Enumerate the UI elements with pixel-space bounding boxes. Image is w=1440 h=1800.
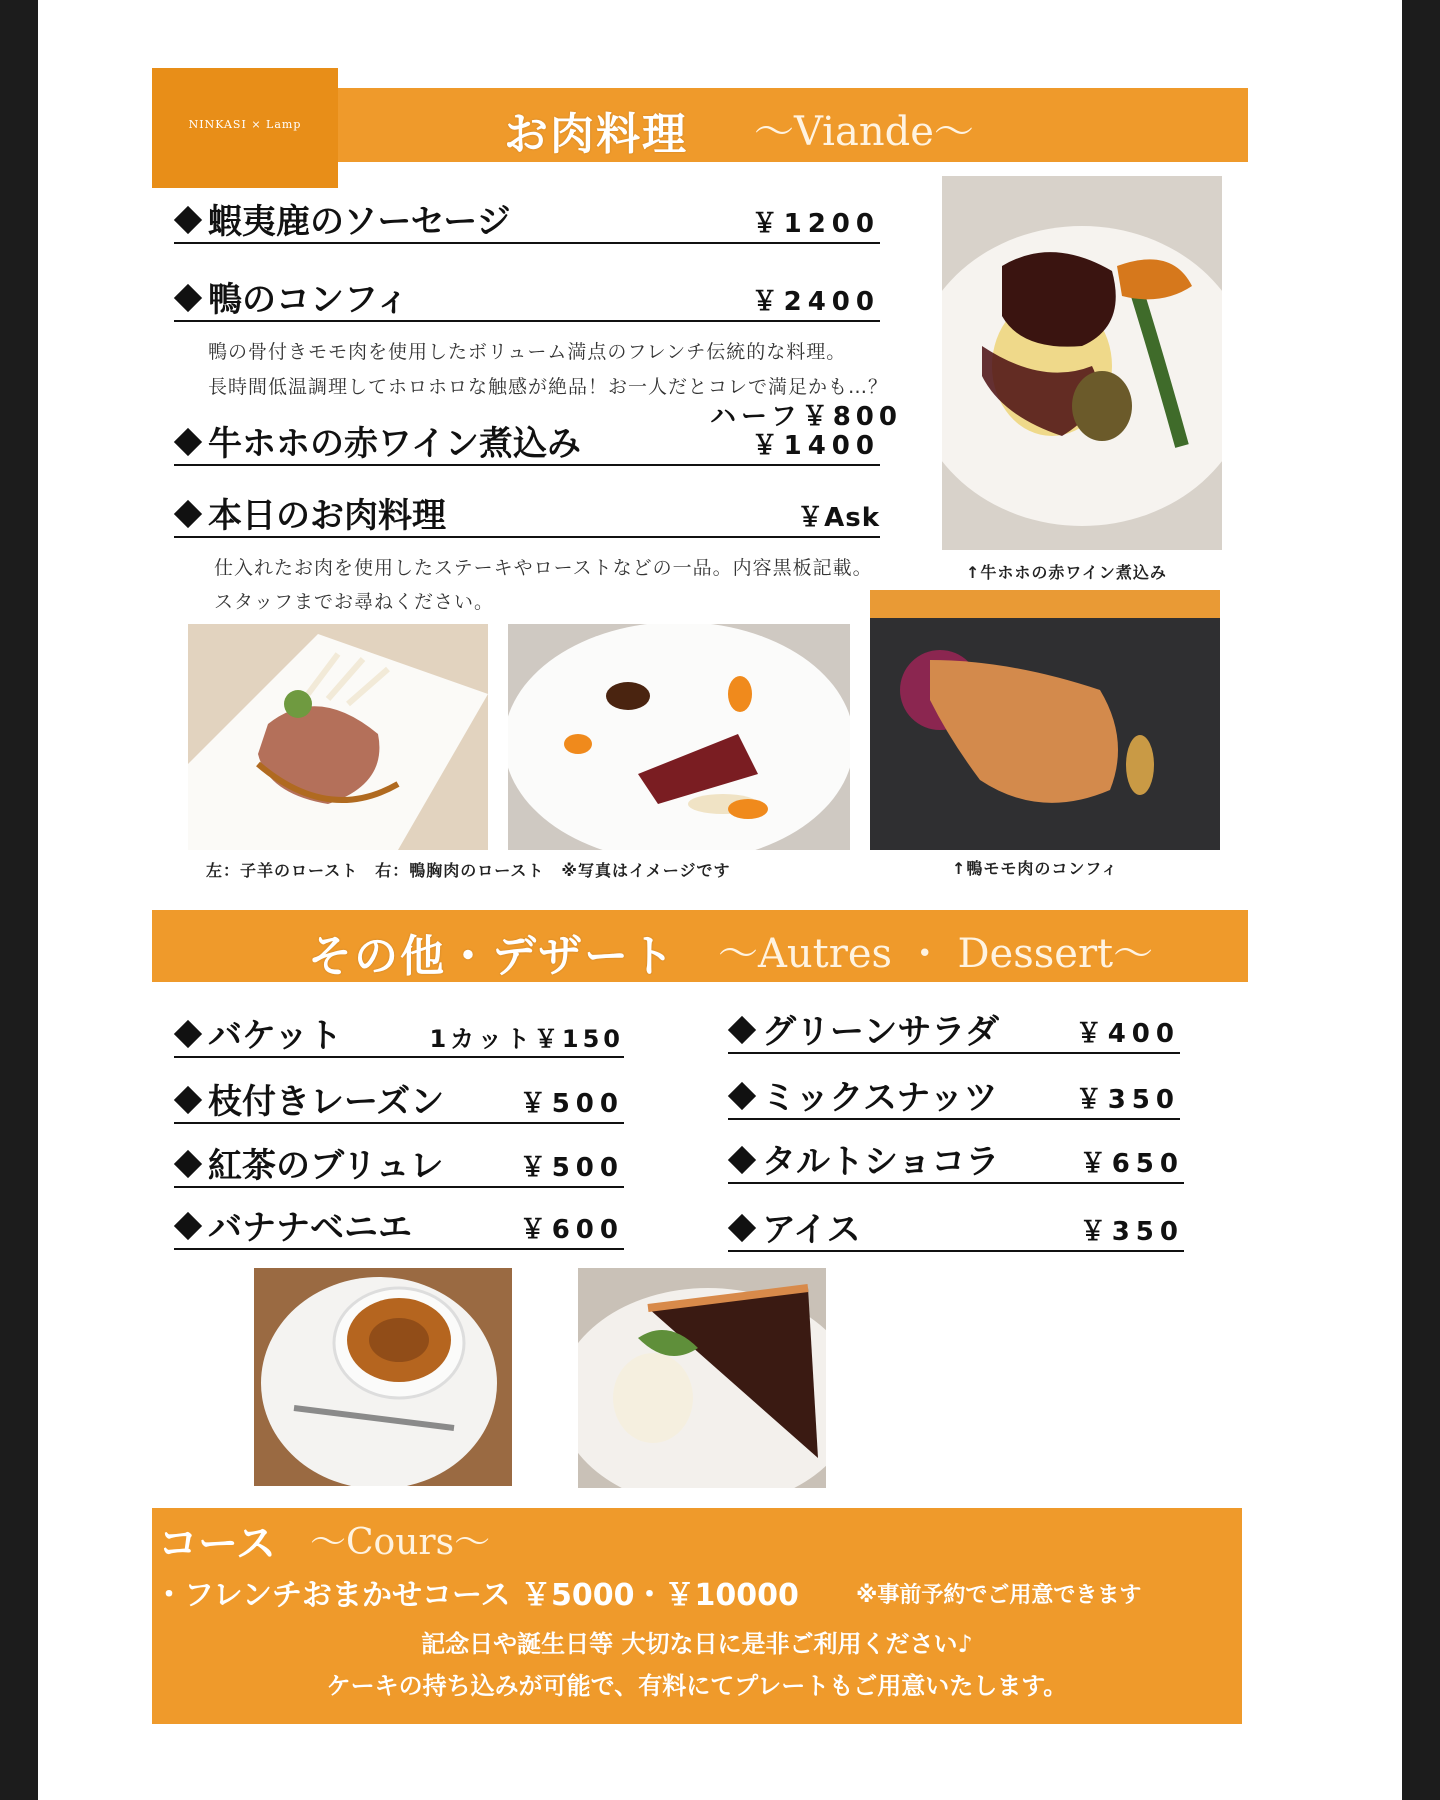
other-subtitle: 〜Autres ・ Dessert〜 [718, 931, 1154, 977]
duck-confit-photo [870, 590, 1220, 850]
course-title: コース [158, 1521, 276, 1567]
menu-item [174, 1208, 624, 1250]
brulee-photo [254, 1268, 512, 1486]
today-description-line-2: スタッフまでお尋ねください。 [214, 591, 495, 613]
diamond-bullet-icon [174, 283, 202, 311]
menu-item [174, 280, 880, 322]
diamond-bullet-icon [728, 1015, 756, 1043]
menu-item [174, 202, 880, 244]
duck-breast-illustration [508, 624, 850, 850]
tart-chocolat-illustration [578, 1268, 826, 1488]
other-title: その他・デザート [308, 931, 676, 982]
item-price: ￥Ask [797, 503, 880, 533]
diamond-bullet-icon [174, 1019, 202, 1047]
meat-title: お肉料理 [504, 109, 688, 160]
item-price: ￥350 [1079, 1217, 1184, 1247]
item-price: ￥500 [519, 1153, 624, 1183]
menu-item [728, 1142, 1184, 1184]
item-price: ￥2400 [751, 287, 880, 317]
item-name: アイス [762, 1210, 861, 1250]
duck-confit-caption: ↑鴨モモ肉のコンフィ [952, 859, 1119, 878]
item-name: 枝付きレーズン [208, 1082, 445, 1122]
item-price: ￥1400 [751, 431, 880, 461]
course-note: ※事前予約でご用意できます [856, 1583, 1142, 1608]
course-line-2: 記念日や誕生日等 大切な日に是非ご利用ください♪ [421, 1630, 973, 1658]
item-name: 本日のお肉料理 [208, 496, 446, 536]
today-description-line-1: 仕入れたお肉を使用したステーキやローストなどの一品。内容黒板記載。 [214, 557, 873, 579]
course-line-3: ケーキの持ち込みが可能で、有料にてプレートもご用意いたします。 [326, 1672, 1068, 1700]
diamond-bullet-icon [174, 1149, 202, 1177]
roast-caption: 左：子羊のロースト 右：鴨胸肉のロースト ※写真はイメージです [206, 861, 731, 880]
item-name: グリーンサラダ [762, 1012, 999, 1052]
menu-item [174, 424, 880, 466]
item-name: 紅茶のブリュレ [208, 1146, 444, 1186]
item-name: 鴨のコンフィ [208, 280, 410, 320]
brulee-illustration [254, 1268, 512, 1486]
beef-cheek-illustration [942, 176, 1222, 550]
meat-subtitle: 〜Viande〜 [754, 109, 974, 155]
item-name: バケット [208, 1016, 343, 1056]
course-line-1: ・フレンチおまかせコース ￥5000・￥10000 [154, 1578, 799, 1613]
course-subtitle: 〜Cours〜 [310, 1522, 491, 1563]
item-name: 牛ホホの赤ワイン煮込み [208, 424, 581, 464]
duck-confit-illustration [870, 590, 1220, 850]
logo-box [152, 68, 338, 188]
diamond-bullet-icon [728, 1213, 756, 1241]
item-price: 1カット￥150 [429, 1025, 624, 1053]
menu-item [174, 1082, 624, 1124]
menu-page [38, 0, 1402, 1800]
beef-cheek-caption: ↑牛ホホの赤ワイン煮込み [966, 563, 1167, 582]
item-name: タルトショコラ [762, 1142, 1000, 1182]
lamb-roast-illustration [188, 624, 488, 850]
item-price: ￥350 [1075, 1085, 1180, 1115]
diamond-bullet-icon [174, 427, 202, 455]
tart-chocolat-photo [578, 1268, 826, 1488]
diamond-bullet-icon [174, 1085, 202, 1113]
item-price: ￥500 [519, 1089, 624, 1119]
menu-item [174, 1146, 624, 1188]
menu-item [174, 1016, 624, 1058]
item-price: ￥650 [1079, 1149, 1184, 1179]
half-price: ハーフ￥800 [710, 402, 902, 432]
item-name: バナナベニエ [208, 1208, 412, 1248]
menu-item [728, 1210, 1184, 1252]
item-price: ￥600 [519, 1215, 624, 1245]
item-price: ￥1200 [751, 209, 880, 239]
beef-cheek-photo [942, 176, 1222, 550]
menu-item [728, 1078, 1180, 1120]
logo: NINKASI × Lamp [188, 118, 302, 131]
item-name: 蝦夷鹿のソーセージ [208, 202, 511, 242]
confit-description-line-1: 鴨の骨付きモモ肉を使用したボリューム満点のフレンチ伝統的な料理。 [208, 341, 847, 363]
menu-item [174, 496, 880, 538]
menu-item [728, 1012, 1180, 1054]
item-name: ミックスナッツ [762, 1078, 998, 1118]
diamond-bullet-icon [174, 205, 202, 233]
diamond-bullet-icon [728, 1145, 756, 1173]
diamond-bullet-icon [174, 1211, 202, 1239]
confit-description-line-2: 長時間低温調理してホロホロな触感が絶品！お一人だとコレで満足かも…？ [208, 376, 889, 398]
duck-breast-photo [508, 624, 850, 850]
diamond-bullet-icon [174, 499, 202, 527]
lamb-roast-photo [188, 624, 488, 850]
diamond-bullet-icon [728, 1081, 756, 1109]
item-price: ￥400 [1075, 1019, 1180, 1049]
